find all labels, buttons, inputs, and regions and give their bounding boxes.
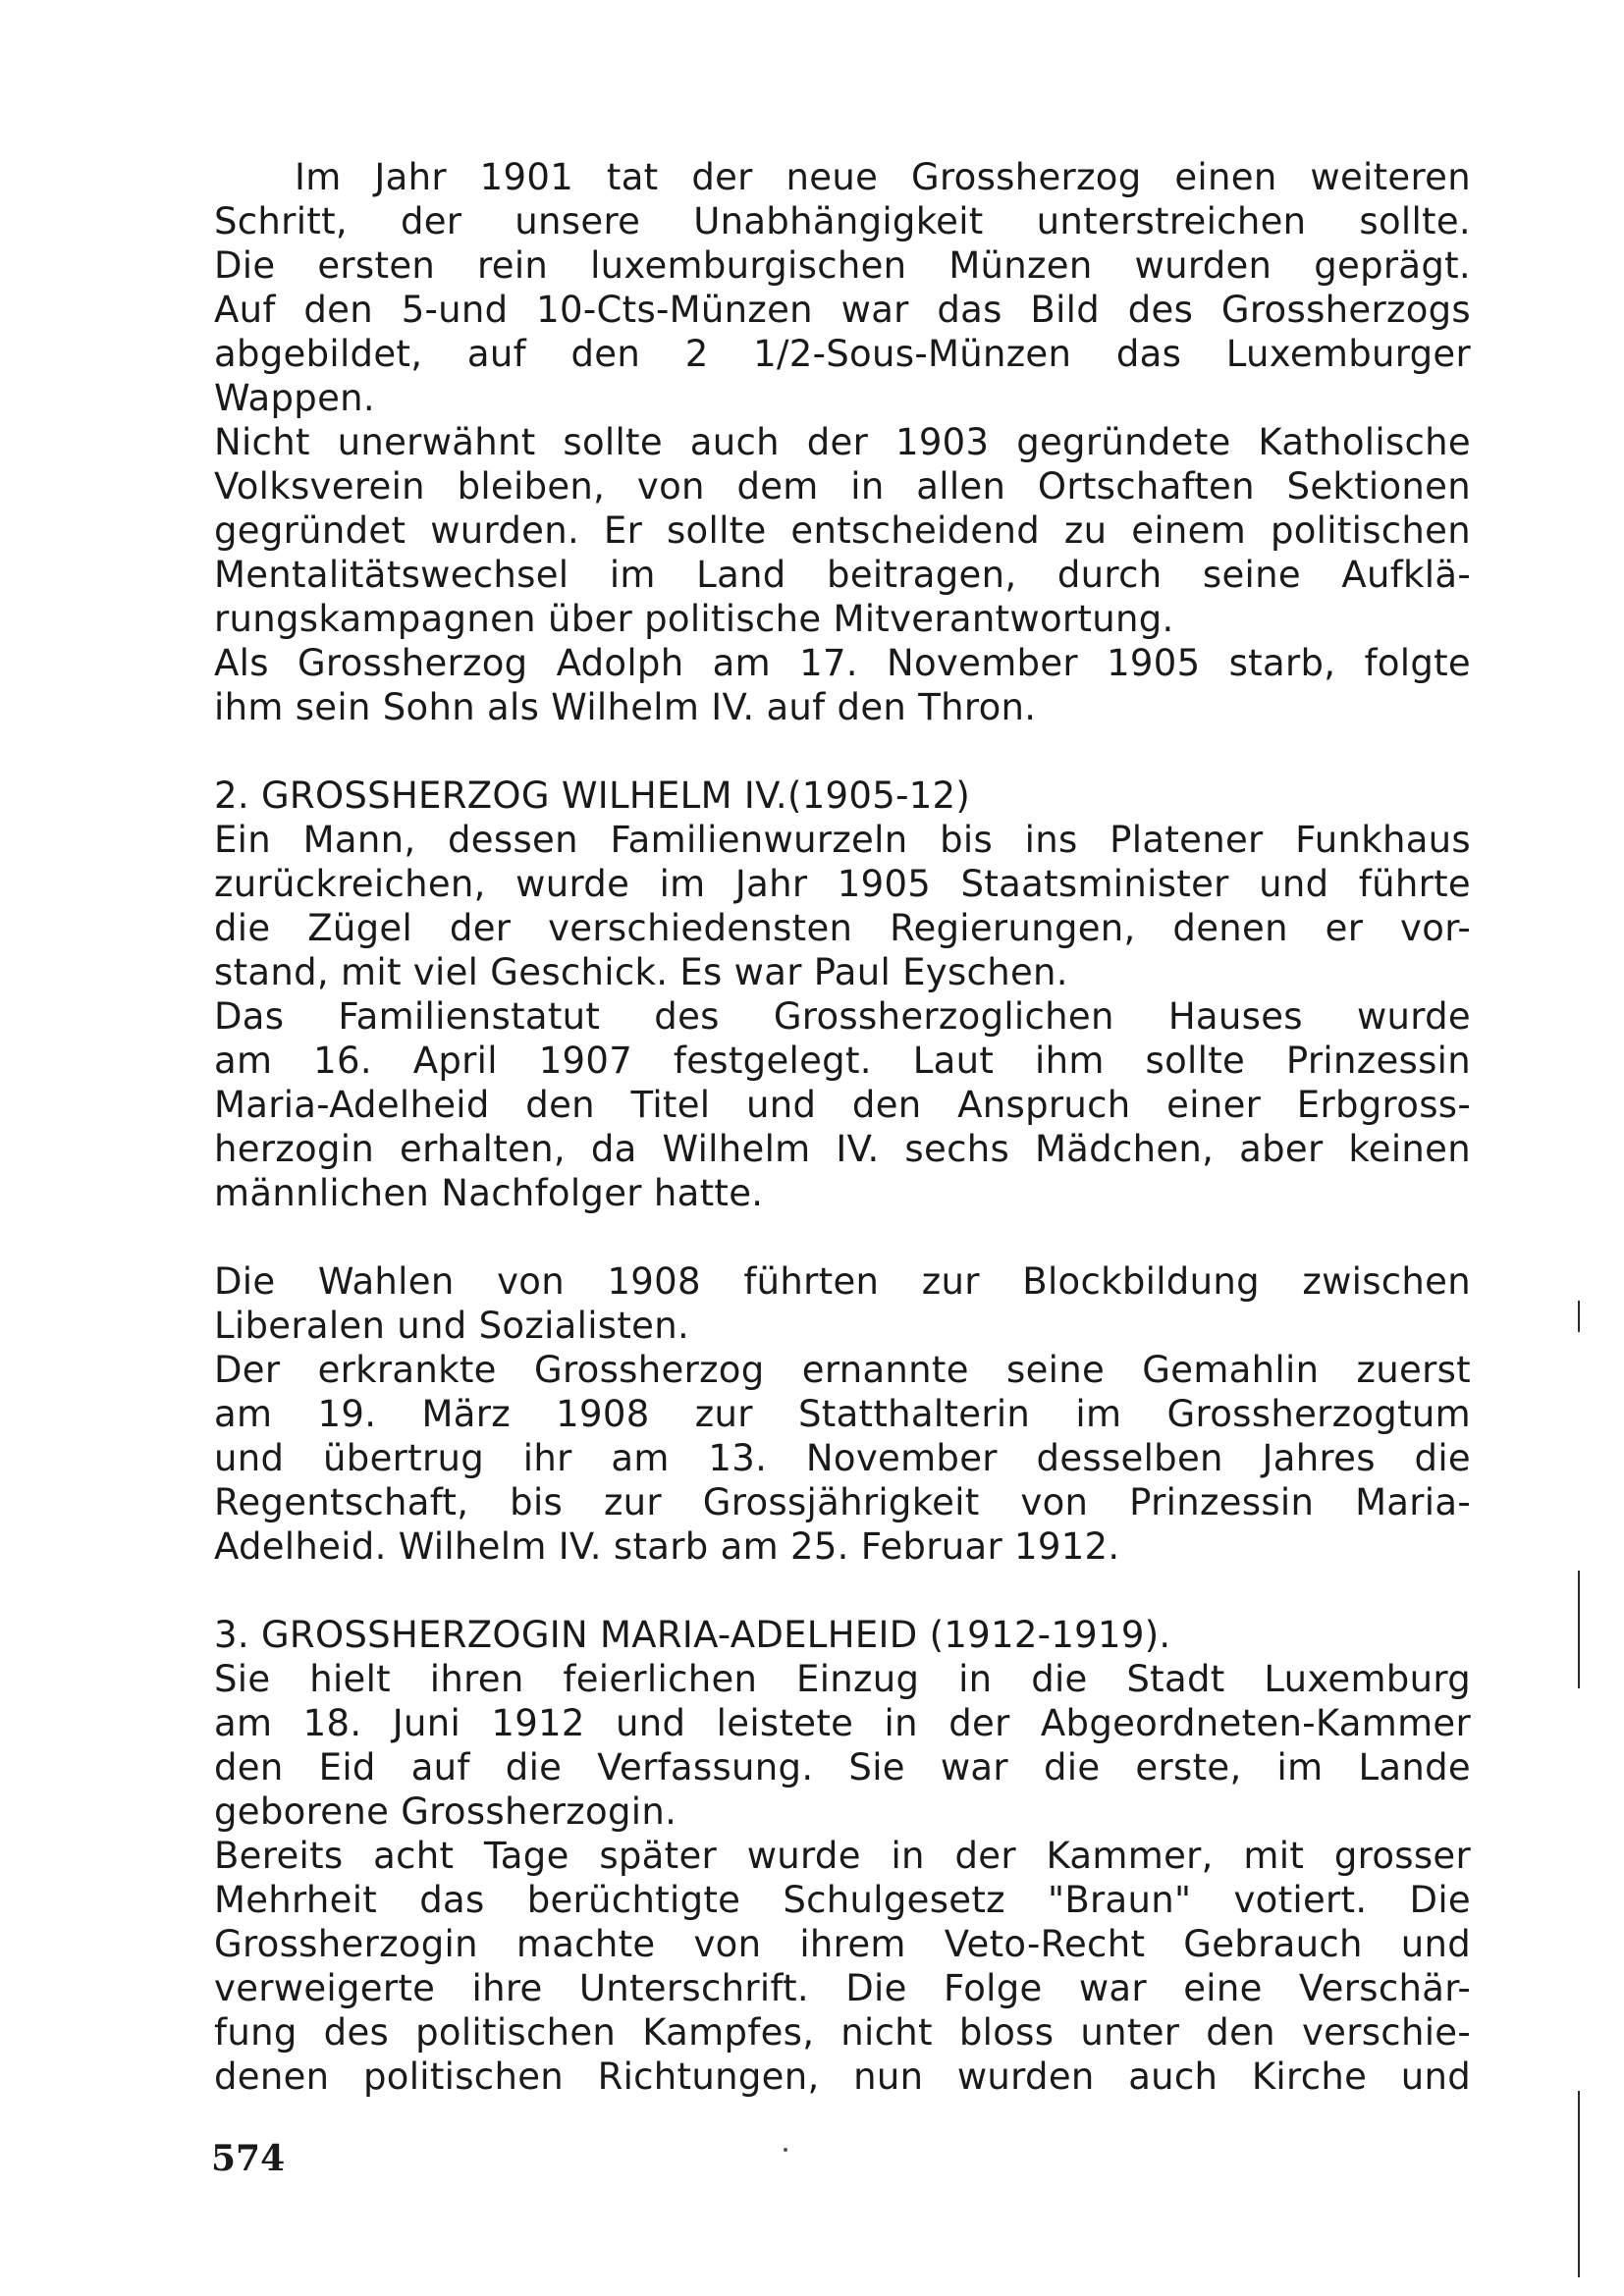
scan-margin-mark xyxy=(1578,1301,1580,1332)
paragraph-eyschen xyxy=(214,818,1471,994)
paragraph-adolph-death xyxy=(214,641,1471,729)
text-line: denen politischen Richtungen, nun wurden auch Kirche und xyxy=(214,2056,1471,2098)
text-line: verweigerte ihre Unterschrift. Die Folge war eine Verschär- xyxy=(214,1967,1471,2009)
text-line: Nicht unerwähnt sollte auch der 1903 gegründete Katholische xyxy=(214,421,1471,463)
text-line: Der erkrankte Grossherzog ernannte seine Gemahlin zuerst xyxy=(214,1349,1471,1391)
paragraph-familienstatut xyxy=(214,994,1471,1215)
text-line: am 16. April 1907 festgelegt. Laut ihm sollte Prinzessin xyxy=(214,1040,1471,1082)
page-number: 574 xyxy=(211,2138,286,2179)
text-line: Schritt, der unsere Unabhängigkeit unterstreichen sollte. xyxy=(214,200,1471,242)
text-line: ihm sein Sohn als Wilhelm IV. auf den Thron. xyxy=(214,686,1037,728)
text-line: Regentschaft, bis zur Grossjährigkeit von Prinzessin Maria- xyxy=(214,1481,1471,1523)
paragraph-regentschaft xyxy=(214,1348,1471,1569)
text-line: Die Wahlen von 1908 führten zur Blockbildung zwischen xyxy=(214,1260,1471,1303)
paragraph-schulgesetz xyxy=(214,1834,1471,2099)
text-line: am 19. März 1908 zur Statthalterin im Grossherzogtum xyxy=(214,1393,1471,1435)
text-line: zurückreichen, wurde im Jahr 1905 Staatsminister und führte xyxy=(214,863,1471,905)
text-line: Adelheid. Wilhelm IV. starb am 25. Februar 1912. xyxy=(214,1525,1120,1568)
section-heading-wilhelm-iv: 2. GROSSHERZOG WILHELM IV.(1905-12) xyxy=(214,774,971,817)
text-line: und übertrug ihr am 13. November desselben Jahres die xyxy=(214,1437,1471,1479)
text-line: abgebildet, auf den 2 1/2-Sous-Münzen das Luxemburger xyxy=(214,333,1471,375)
text-line: Mehrheit das berüchtigte Schulgesetz "Braun" votiert. Die xyxy=(214,1879,1471,1921)
text-line: geborene Grossherzogin. xyxy=(214,1790,677,1833)
text-line: Auf den 5-und 10-Cts-Münzen war das Bild des Grossherzogs xyxy=(214,289,1471,331)
paragraph-1901-coins xyxy=(214,155,1471,420)
text-line: stand, mit viel Geschick. Es war Paul Eyschen. xyxy=(214,951,1068,993)
scan-speck xyxy=(784,2148,787,2152)
text-line: Wappen. xyxy=(214,377,375,419)
scan-margin-mark xyxy=(1578,1571,1580,1688)
paragraph-volksverein xyxy=(214,420,1471,641)
paragraph-einzug xyxy=(214,1657,1471,1834)
text-line: männlichen Nachfolger hatte. xyxy=(214,1172,764,1214)
page-text xyxy=(214,155,1471,2099)
section-heading-maria-adelheid: 3. GROSSHERZOGIN MARIA-ADELHEID (1912-1919). xyxy=(214,1614,1171,1656)
scan-margin-mark xyxy=(1578,2091,1580,2277)
text-line: rungskampagnen über politische Mitverantwortung. xyxy=(214,598,1174,640)
text-line: Bereits acht Tage später wurde in der Kammer, mit grosser xyxy=(214,1835,1471,1877)
paragraph-wahlen-1908 xyxy=(214,1259,1471,1348)
text-line: den Eid auf die Verfassung. Sie war die erste, im Lande xyxy=(214,1746,1471,1789)
text-line: am 18. Juni 1912 und leistete in der Abgeordneten-Kammer xyxy=(214,1702,1471,1744)
text-line: Volksverein bleiben, von dem in allen Ortschaften Sektionen xyxy=(214,465,1471,507)
text-line: Maria-Adelheid den Titel und den Anspruch einer Erbgross- xyxy=(214,1084,1471,1126)
text-line: Grossherzogin machte von ihrem Veto-Recht Gebrauch und xyxy=(214,1923,1471,1965)
text-line: Die ersten rein luxemburgischen Münzen wurden geprägt. xyxy=(214,244,1471,287)
text-line: Das Familienstatut des Grossherzoglichen Hauses wurde xyxy=(214,995,1471,1038)
text-line: Liberalen und Sozialisten. xyxy=(214,1305,690,1347)
text-line: Als Grossherzog Adolph am 17. November 1905 starb, folgte xyxy=(214,642,1471,684)
text-line: Sie hielt ihren feierlichen Einzug in die Stadt Luxemburg xyxy=(214,1658,1471,1700)
text-line: Mentalitätswechsel im Land beitragen, durch seine Aufklä- xyxy=(214,554,1471,596)
text-line: Ein Mann, dessen Familienwurzeln bis ins Platener Funkhaus xyxy=(214,819,1471,861)
text-line: gegründet wurden. Er sollte entscheidend zu einem politischen xyxy=(214,509,1471,552)
text-line: Im Jahr 1901 tat der neue Grossherzog einen weiteren xyxy=(295,156,1471,198)
text-line: herzogin erhalten, da Wilhelm IV. sechs Mädchen, aber keinen xyxy=(214,1128,1471,1170)
text-line: fung des politischen Kampfes, nicht bloss unter den verschie- xyxy=(214,2011,1471,2054)
text-line: die Zügel der verschiedensten Regierungen, denen er vor- xyxy=(214,907,1471,949)
